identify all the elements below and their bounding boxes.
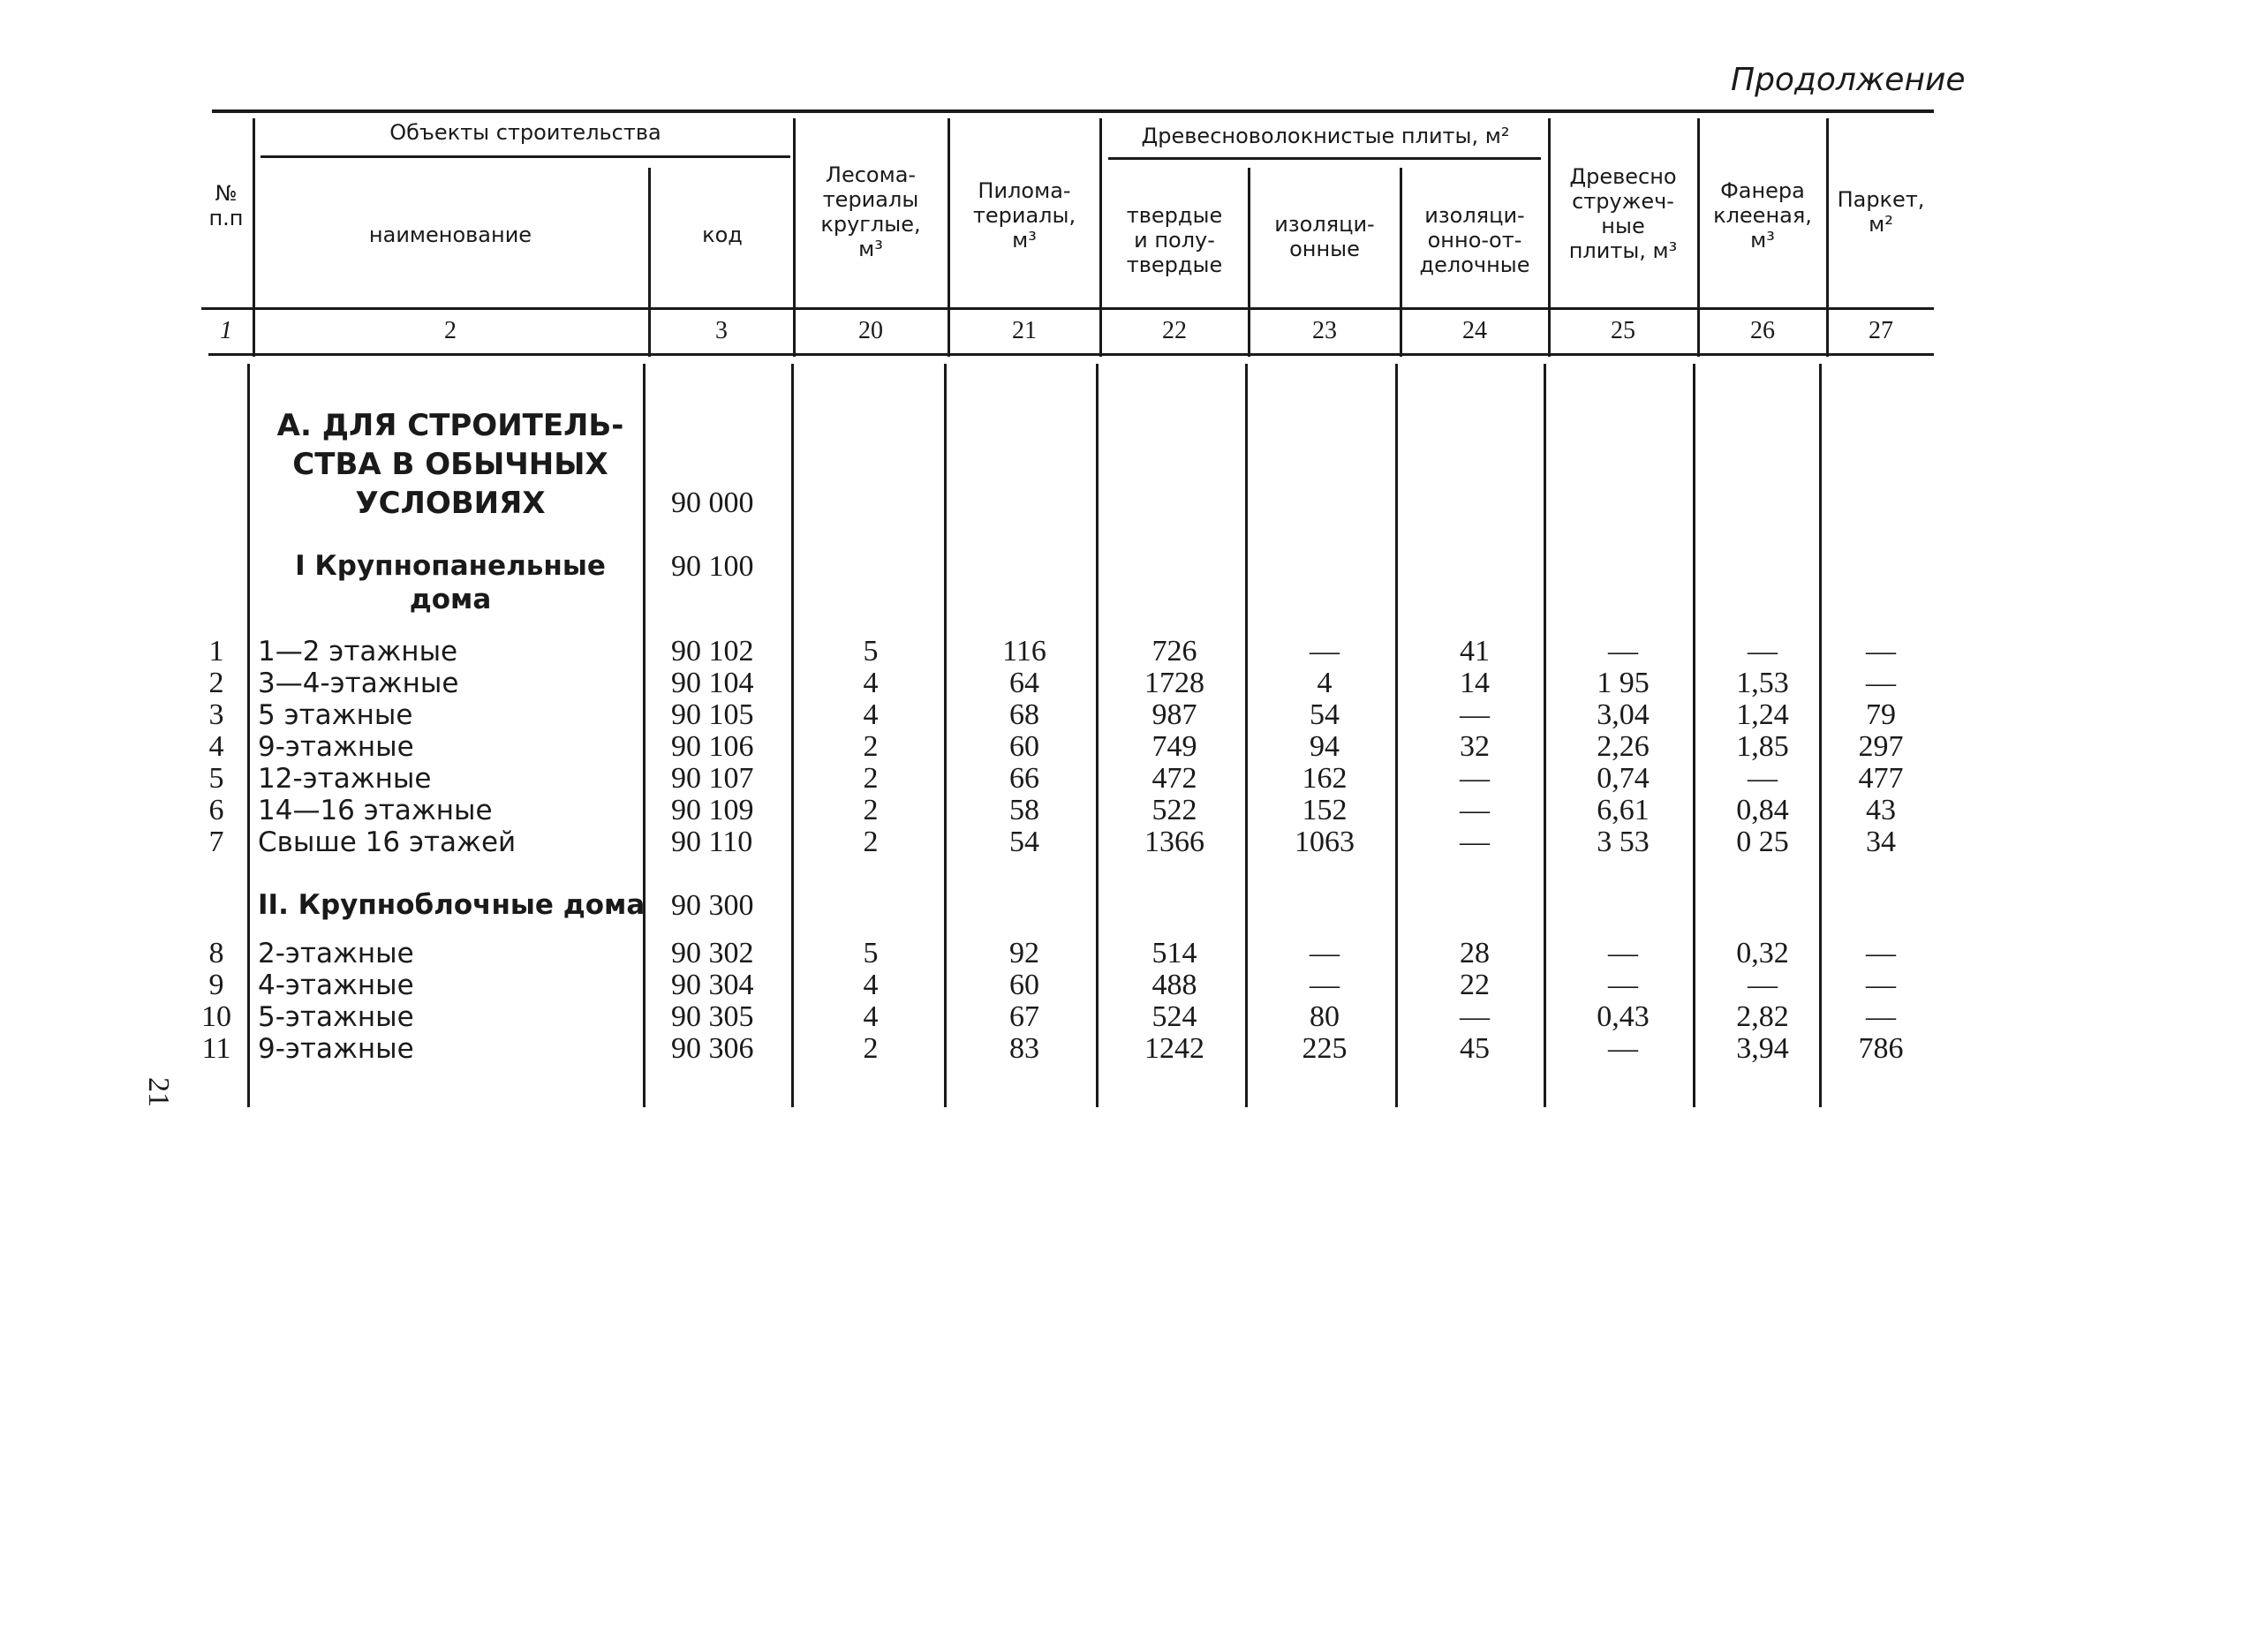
row-number: 9 bbox=[208, 969, 224, 1001]
cell-c25: 1 95 bbox=[1597, 667, 1650, 699]
cell-c26: 0,84 bbox=[1736, 794, 1789, 826]
row-name: 12-этажные bbox=[258, 763, 432, 795]
cell-c21: 64 bbox=[1009, 667, 1039, 699]
cell-c20: 5 bbox=[863, 635, 879, 668]
cell-c23: 1063 bbox=[1295, 826, 1355, 858]
cell-c25: — bbox=[1608, 969, 1638, 1001]
cell-c22: 472 bbox=[1151, 762, 1197, 795]
group-title: I Крупнопанельные дома bbox=[295, 550, 606, 615]
cell-c27: — bbox=[1866, 667, 1896, 699]
cell-c26: — bbox=[1748, 635, 1778, 668]
row-code: 90 106 bbox=[671, 730, 754, 763]
cell-c24: 22 bbox=[1460, 969, 1490, 1001]
row-number: 8 bbox=[208, 937, 224, 969]
row-number: 7 bbox=[208, 826, 224, 858]
cell-c26: 1,24 bbox=[1736, 698, 1789, 731]
dvp-underline bbox=[1108, 157, 1541, 160]
cell-c24: — bbox=[1460, 1000, 1490, 1033]
cell-c22: 488 bbox=[1151, 969, 1197, 1001]
col-divider bbox=[948, 118, 950, 357]
col-divider bbox=[1400, 168, 1402, 357]
cell-c24: 45 bbox=[1460, 1032, 1490, 1065]
row-name: 9-этажные bbox=[258, 731, 414, 763]
cell-c22: 514 bbox=[1151, 937, 1197, 969]
cell-c27: 477 bbox=[1858, 762, 1904, 795]
row-code: 90 104 bbox=[671, 667, 754, 699]
cell-c22: 987 bbox=[1151, 698, 1197, 731]
cell-c22: 1366 bbox=[1144, 826, 1204, 858]
row-number: 5 bbox=[208, 762, 224, 795]
colnum-1: 1 bbox=[220, 317, 232, 344]
row-code: 90 102 bbox=[671, 635, 754, 668]
cell-c26: — bbox=[1748, 762, 1778, 795]
cell-c27: — bbox=[1866, 1000, 1896, 1033]
cell-c23: 225 bbox=[1302, 1032, 1348, 1065]
row-code: 90 110 bbox=[671, 826, 753, 858]
row-number: 10 bbox=[201, 1000, 231, 1033]
header-c21: Пилома- териалы, м³ bbox=[972, 178, 1076, 253]
colnum-20: 20 bbox=[858, 317, 883, 344]
cell-c22: 1728 bbox=[1144, 667, 1204, 699]
header-c22: твердые и полу- твердые bbox=[1126, 203, 1223, 277]
cell-c25: 3 53 bbox=[1597, 826, 1650, 858]
cell-c25: — bbox=[1608, 635, 1638, 668]
colnum-23: 23 bbox=[1312, 317, 1337, 344]
cell-c23: 162 bbox=[1302, 762, 1348, 795]
cell-c21: 58 bbox=[1009, 794, 1039, 826]
cell-c20: 2 bbox=[863, 794, 879, 826]
row-number: 11 bbox=[201, 1032, 231, 1065]
cell-c20: 2 bbox=[863, 730, 879, 763]
cell-c26: 2,82 bbox=[1736, 1000, 1789, 1033]
cell-c23: 80 bbox=[1310, 1000, 1340, 1033]
cell-c25: 2,26 bbox=[1597, 730, 1650, 763]
cell-c24: 14 bbox=[1460, 667, 1490, 699]
cell-c21: 116 bbox=[1002, 635, 1046, 668]
colnum-21: 21 bbox=[1012, 317, 1037, 344]
objects-underline bbox=[260, 155, 790, 158]
col-divider bbox=[793, 118, 796, 357]
cell-c23: — bbox=[1310, 969, 1340, 1001]
col-divider bbox=[1248, 168, 1250, 357]
cell-c26: 0 25 bbox=[1736, 826, 1789, 858]
col-divider bbox=[1697, 118, 1700, 357]
cell-c27: — bbox=[1866, 937, 1896, 969]
row-name: 1—2 этажные bbox=[258, 636, 458, 668]
cell-c23: 94 bbox=[1310, 730, 1340, 763]
cell-c27: 43 bbox=[1866, 794, 1896, 826]
cell-c24: — bbox=[1460, 698, 1490, 731]
cell-c24: 41 bbox=[1460, 635, 1490, 668]
row-code: 90 109 bbox=[671, 794, 754, 826]
cell-c25: 0,74 bbox=[1597, 762, 1650, 795]
cell-c26: 0,32 bbox=[1736, 937, 1789, 969]
cell-c24: — bbox=[1460, 794, 1490, 826]
col-divider bbox=[253, 118, 255, 357]
colnum-bottom-rule bbox=[208, 353, 1934, 356]
row-name: 14—16 этажные bbox=[258, 795, 493, 826]
cell-c21: 67 bbox=[1009, 1000, 1039, 1033]
header-code: код bbox=[702, 223, 743, 247]
cell-c21: 60 bbox=[1009, 969, 1039, 1001]
header-c20: Лесома- териалы круглые, м³ bbox=[820, 162, 921, 261]
colnum-27: 27 bbox=[1869, 317, 1893, 344]
cell-c22: 524 bbox=[1151, 1000, 1197, 1033]
group-code: 90 100 bbox=[671, 550, 754, 583]
cell-c26: 3,94 bbox=[1736, 1032, 1789, 1065]
cell-c24: — bbox=[1460, 762, 1490, 795]
colnum-3: 3 bbox=[715, 317, 728, 344]
cell-c23: — bbox=[1310, 635, 1340, 668]
row-code: 90 105 bbox=[671, 698, 754, 731]
cell-c27: — bbox=[1866, 969, 1896, 1001]
cell-c23: — bbox=[1310, 937, 1340, 969]
body-divider bbox=[247, 364, 250, 1107]
cell-c21: 66 bbox=[1009, 762, 1039, 795]
cell-c21: 68 bbox=[1009, 698, 1039, 731]
cell-c27: 786 bbox=[1858, 1032, 1904, 1065]
row-name: 2-этажные bbox=[258, 938, 414, 969]
colnum-22: 22 bbox=[1162, 317, 1187, 344]
cell-c27: 34 bbox=[1866, 826, 1896, 858]
header-name: наименование bbox=[368, 223, 532, 247]
header-bottom-rule bbox=[201, 307, 1934, 310]
cell-c21: 54 bbox=[1009, 826, 1039, 858]
cell-c22: 1242 bbox=[1144, 1032, 1204, 1065]
cell-c23: 152 bbox=[1302, 794, 1348, 826]
cell-c27: 79 bbox=[1866, 698, 1896, 731]
col-divider bbox=[1099, 118, 1102, 357]
header-c23: изоляци- онные bbox=[1274, 212, 1375, 261]
cell-c20: 2 bbox=[863, 762, 879, 795]
header-dvp: Древесноволокнистые плиты, м² bbox=[1141, 124, 1510, 148]
colnum-26: 26 bbox=[1750, 317, 1775, 344]
row-code: 90 306 bbox=[671, 1032, 754, 1065]
cell-c22: 726 bbox=[1151, 635, 1197, 668]
header-objects: Объекты строительства bbox=[389, 120, 661, 145]
cell-c20: 4 bbox=[863, 969, 879, 1001]
cell-c24: 28 bbox=[1460, 937, 1490, 969]
row-name: 5 этажные bbox=[258, 699, 413, 731]
cell-c25: — bbox=[1608, 937, 1638, 969]
header-no: № п.п bbox=[208, 181, 244, 230]
cell-c25: 3,04 bbox=[1597, 698, 1650, 731]
cell-c25: 6,61 bbox=[1597, 794, 1650, 826]
top-rule bbox=[212, 109, 1934, 113]
cell-c25: 0,43 bbox=[1597, 1000, 1650, 1033]
cell-c20: 4 bbox=[863, 667, 879, 699]
group-title: II. Крупноблочные дома bbox=[258, 889, 646, 921]
page-number: 21 bbox=[142, 1077, 175, 1107]
row-number: 4 bbox=[208, 730, 224, 763]
cell-c21: 92 bbox=[1009, 937, 1039, 969]
row-name: 4-этажные bbox=[258, 969, 414, 1001]
row-code: 90 302 bbox=[671, 937, 754, 969]
row-number: 1 bbox=[208, 635, 224, 668]
header-c25: Древесно стружеч- ные плиты, м³ bbox=[1568, 164, 1678, 263]
cell-c27: — bbox=[1866, 635, 1896, 668]
row-number: 6 bbox=[208, 794, 224, 826]
section-title: А. ДЛЯ СТРОИТЕЛЬ- СТВА В ОБЫЧНЫХ УСЛОВИЯХ bbox=[276, 408, 624, 521]
cell-c24: — bbox=[1460, 826, 1490, 858]
row-name: 3—4-этажные bbox=[258, 668, 459, 699]
cell-c26: 1,85 bbox=[1736, 730, 1789, 763]
cell-c24: 32 bbox=[1460, 730, 1490, 763]
row-name: 9-этажные bbox=[258, 1033, 414, 1065]
cell-c20: 4 bbox=[863, 698, 879, 731]
cell-c20: 2 bbox=[863, 1032, 879, 1065]
row-code: 90 305 bbox=[671, 1000, 754, 1033]
colnum-25: 25 bbox=[1611, 317, 1635, 344]
row-number: 2 bbox=[208, 667, 224, 699]
cell-c20: 2 bbox=[863, 826, 879, 858]
header-c26: Фанера клееная, м³ bbox=[1713, 178, 1812, 253]
col-divider bbox=[648, 168, 651, 357]
cell-c20: 5 bbox=[863, 937, 879, 969]
cell-c25: — bbox=[1608, 1032, 1638, 1065]
group-code: 90 300 bbox=[671, 889, 754, 922]
header-c27: Паркет, м² bbox=[1837, 187, 1925, 237]
cell-c23: 4 bbox=[1317, 667, 1333, 699]
row-code: 90 304 bbox=[671, 969, 754, 1001]
row-code: 90 107 bbox=[671, 762, 754, 795]
row-name: Свыше 16 этажей bbox=[258, 826, 517, 858]
body-divider bbox=[791, 364, 794, 1107]
cell-c22: 522 bbox=[1151, 794, 1197, 826]
continuation-label: Продолжение bbox=[1731, 62, 1966, 98]
col-divider bbox=[1548, 118, 1551, 357]
row-name: 5-этажные bbox=[258, 1001, 414, 1033]
cell-c20: 4 bbox=[863, 1000, 879, 1033]
colnum-2: 2 bbox=[444, 317, 457, 344]
row-number: 3 bbox=[208, 698, 224, 731]
cell-c21: 60 bbox=[1009, 730, 1039, 763]
cell-c22: 749 bbox=[1151, 730, 1197, 763]
colnum-24: 24 bbox=[1462, 317, 1487, 344]
cell-c23: 54 bbox=[1310, 698, 1340, 731]
header-c24: изоляци- онно-от- делочные bbox=[1419, 203, 1530, 277]
cell-c21: 83 bbox=[1009, 1032, 1039, 1065]
cell-c26: 1,53 bbox=[1736, 667, 1789, 699]
section-code: 90 000 bbox=[671, 487, 754, 519]
cell-c26: — bbox=[1748, 969, 1778, 1001]
cell-c27: 297 bbox=[1858, 730, 1904, 763]
